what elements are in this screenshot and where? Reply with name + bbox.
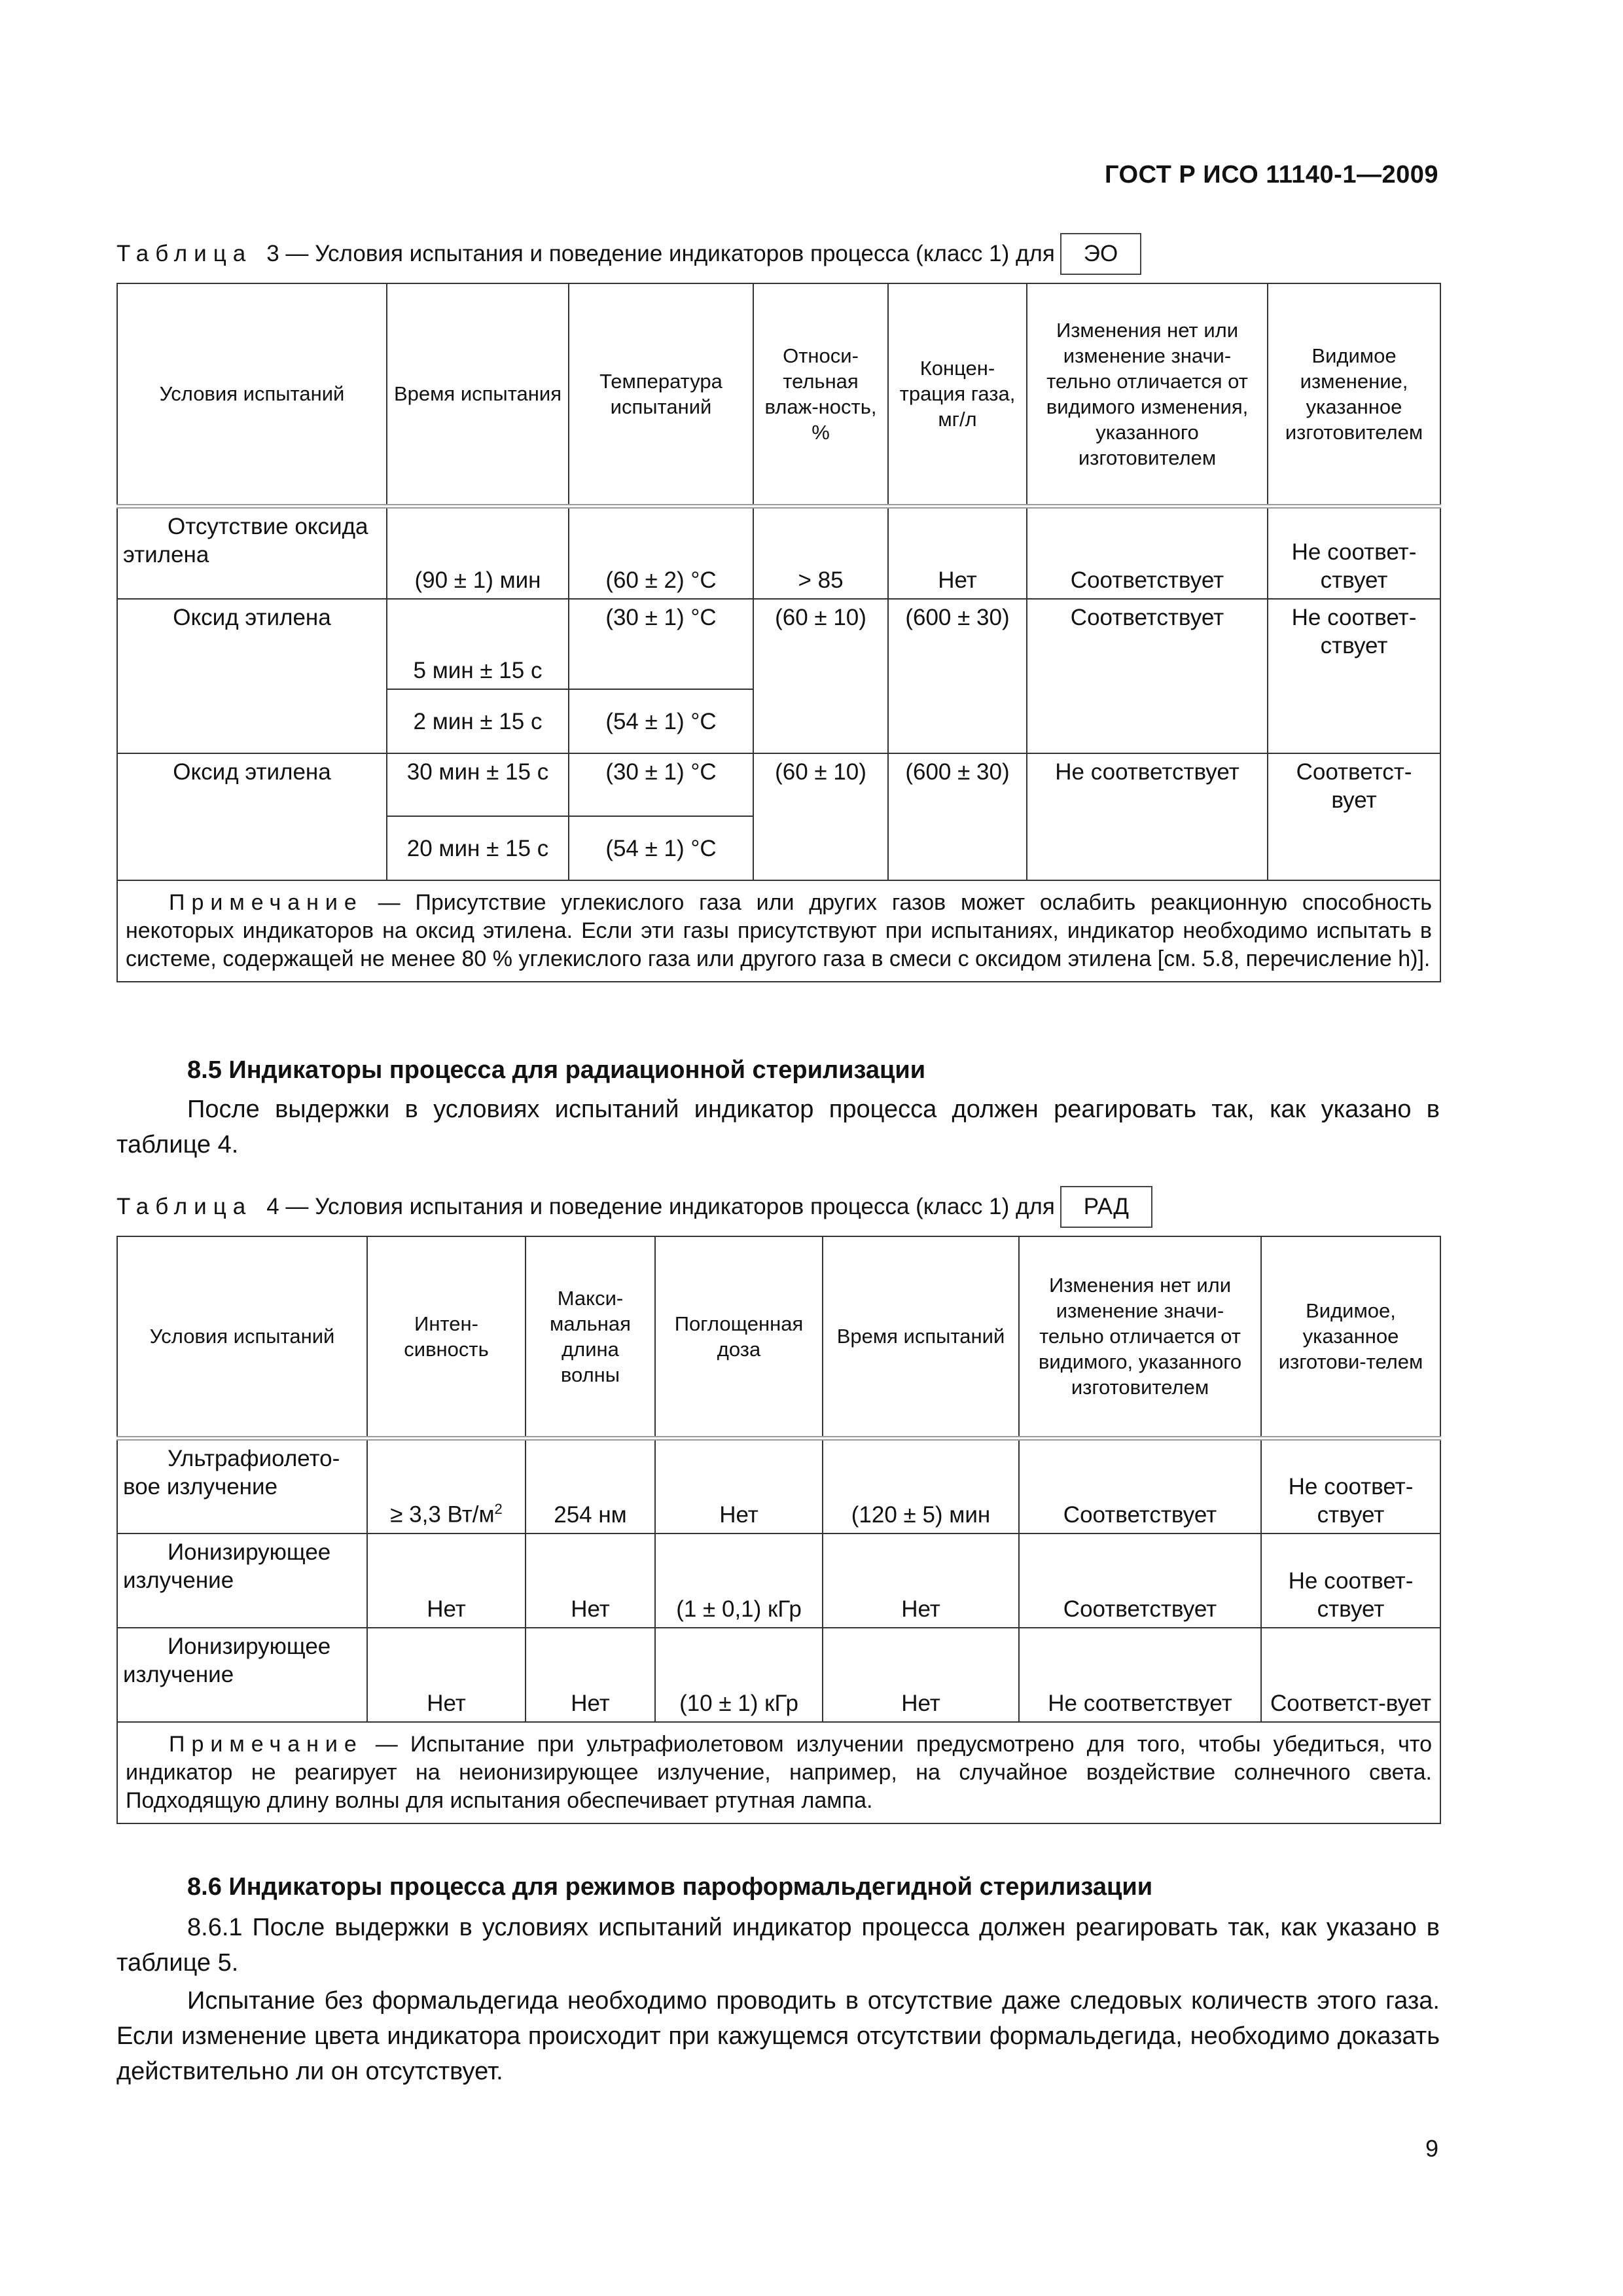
table-row <box>117 753 1440 816</box>
table3-r3-temp2: (54 ± 1) °C <box>569 816 753 880</box>
table3-header-visible-change: Видимое изменение, указанное изготовителем <box>1268 283 1440 506</box>
table4-r3-visible: Соответст-вует <box>1261 1628 1440 1722</box>
table3-r3-condition: Оксид этилена <box>117 753 387 880</box>
table4-r2-condition: Ионизирующее излучение <box>117 1534 367 1628</box>
table4 <box>116 1236 1441 1824</box>
table4-r2-no-change: Соответствует <box>1019 1534 1261 1628</box>
table3-header-no-change: Изменения нет или изменение значи-тельно отличается от видимого изменения, указанного изготовителем <box>1027 283 1268 506</box>
table4-header-visible: Видимое, указанное изготови-телем <box>1261 1236 1440 1438</box>
table3-header-temperature: Температура испытаний <box>569 283 753 506</box>
table4-r1-condition: Ультрафиолето- вое излучение <box>117 1438 367 1534</box>
table4-note-text: — Испытание при ультрафиолетовом излучении предусмотрено для того, чтобы убедиться, что индикатор не реагирует на неионизирующее излучение, например, на случайное воздействие солнечного света. Подходящую длину волны для испытания обеспечивает ртутная лампа. <box>126 1732 1432 1813</box>
section-8-6-heading: 8.6 Индикаторы процесса для режимов пароформальдегидной стерилизации <box>187 1873 1153 1901</box>
table3-r2-no-change: Соответствует <box>1027 599 1268 753</box>
table3-note-text: — Присутствие углекислого газа или других газов может ослабить реакционную способность некоторых индикаторов на оксид этилена. Если эти газы присутствуют при испытаниях, индикатор необходимо испытать в системе, содержащей не менее 80 % углекислого газа или другого газа в смеси с оксидом этилена [см. 5.8, перечисление h)]. <box>126 890 1432 971</box>
table3-r2-visible: Не соответ-ствует <box>1268 599 1440 753</box>
table3-r2-time1: 5 мин ± 15 с <box>387 599 569 689</box>
table4-r2-wavelength: Нет <box>526 1534 655 1628</box>
table4-note <box>117 1722 1440 1823</box>
table4-symbol-box: РАД <box>1060 1186 1152 1228</box>
table3-r1-concentration: Нет <box>888 506 1027 599</box>
table3 <box>116 283 1441 982</box>
table3-r3-humidity: (60 ± 10) <box>753 753 888 880</box>
table4-r1-wavelength: 254 нм <box>526 1438 655 1534</box>
table4-r2-time: Нет <box>823 1534 1019 1628</box>
table3-r2-concentration: (600 ± 30) <box>888 599 1027 753</box>
table-row <box>117 1628 1440 1722</box>
table3-header-conditions: Условия испытаний <box>117 283 387 506</box>
table3-r2-humidity: (60 ± 10) <box>753 599 888 753</box>
table3-r1-visible: Не соответ-ствует <box>1268 506 1440 599</box>
table-row <box>117 599 1440 689</box>
table4-r2-dose: (1 ± 0,1) кГр <box>655 1534 823 1628</box>
table4-r3-wavelength: Нет <box>526 1628 655 1722</box>
table3-header-humidity: Относи-тельная влаж-ность, % <box>753 283 888 506</box>
table4-header-dose: Поглощенная доза <box>655 1236 823 1438</box>
table4-caption <box>116 1186 1152 1228</box>
table3-r1-temp: (60 ± 2) °C <box>569 506 753 599</box>
table3-r2-temp1: (30 ± 1) °C <box>569 599 753 689</box>
table4-r2-intensity: Нет <box>367 1534 526 1628</box>
section-8-6-1-text: 8.6.1 После выдержки в условиях испытаний индикатор процесса должен реагировать так, как указано в таблице 5. <box>116 1914 1440 1977</box>
table4-r1-dose: Нет <box>655 1438 823 1534</box>
table4-r3-intensity: Нет <box>367 1628 526 1722</box>
table4-r3-condition: Ионизирующее излучение <box>117 1628 367 1722</box>
table4-r3-dose: (10 ± 1) кГр <box>655 1628 823 1722</box>
table4-header-wavelength: Макси-мальная длина волны <box>526 1236 655 1438</box>
table3-r3-time2: 20 мин ± 15 с <box>387 816 569 880</box>
table3-caption-text: 3 — Условия испытания и поведение индикаторов процесса (класс 1) для <box>266 241 1055 266</box>
table4-r1-visible: Не соответ-ствует <box>1261 1438 1440 1534</box>
table4-r1-intensity: ≥ 3,3 $Вт/м^2$ <box>367 1438 526 1534</box>
table4-header-no-change: Изменения нет или изменение значи-тельно отличается от видимого, указанного изготовителем <box>1019 1236 1261 1438</box>
table3-r1-condition: Отсутствие оксида этилена <box>117 506 387 599</box>
table-row <box>117 1438 1440 1534</box>
table3-r3-visible: Соответст-вует <box>1268 753 1440 880</box>
table3-r1-time: (90 ± 1) мин <box>387 506 569 599</box>
table3-r2-condition: Оксид этилена <box>117 599 387 753</box>
table4-header-time: Время испытаний <box>823 1236 1019 1438</box>
table3-r2-time2: 2 мин ± 15 с <box>387 689 569 753</box>
table3-note-row <box>117 880 1440 982</box>
section-8-5-text: После выдержки в условиях испытаний индикатор процесса должен реагировать так, как указано в таблице 4. <box>116 1096 1440 1158</box>
table4-r3-no-change: Не соответствует <box>1019 1628 1261 1722</box>
table3-r2-temp2: (54 ± 1) °C <box>569 689 753 753</box>
table4-caption-text: 4 — Условия испытания и поведение индикаторов процесса (класс 1) для <box>266 1194 1055 1219</box>
section-8-5-heading: 8.5 Индикаторы процесса для радиационной стерилизации <box>187 1056 926 1084</box>
table3-header-concentration: Концен-трация газа, мг/л <box>888 283 1027 506</box>
table3-note-label: Примечание <box>169 890 363 915</box>
table4-r1-no-change: Соответствует <box>1019 1438 1261 1534</box>
table3-r3-concentration: (600 ± 30) <box>888 753 1027 880</box>
table3-r1-no-change: Соответствует <box>1027 506 1268 599</box>
table4-header-intensity: Интен-сивность <box>367 1236 526 1438</box>
table4-caption-label: Таблица <box>116 1194 253 1219</box>
table3-symbol-box: ЭО <box>1060 233 1141 275</box>
standard-title: ГОСТ Р ИСО 11140-1—2009 <box>1105 161 1438 188</box>
table-row <box>117 506 1440 599</box>
table3-r3-no-change: Не соответствует <box>1027 753 1268 880</box>
table4-r1-time: (120 ± 5) мин <box>823 1438 1019 1534</box>
table-row <box>117 1534 1440 1628</box>
table4-header-conditions: Условия испытаний <box>117 1236 367 1438</box>
table3-caption <box>116 233 1141 275</box>
page-number: 9 <box>1425 2135 1438 2162</box>
table3-r3-time1: 30 мин ± 15 с <box>387 753 569 816</box>
table4-r2-visible: Не соответ-ствует <box>1261 1534 1440 1628</box>
table3-r1-humidity: > 85 <box>753 506 888 599</box>
table4-note-label: Примечание <box>169 1732 363 1757</box>
section-8-6-paragraph-2: Испытание без формальдегида необходимо проводить в отсутствие даже следовых количеств этого газа. Если изменение цвета индикатора происходит при кажущемся отсутствии формальдегида, необходимо доказать действительно ли он отсутствует. <box>116 1987 1440 2085</box>
table3-note <box>117 880 1440 982</box>
table4-r3-time: Нет <box>823 1628 1019 1722</box>
table3-header-time: Время испытания <box>387 283 569 506</box>
table3-r3-temp1: (30 ± 1) °C <box>569 753 753 816</box>
table4-note-row <box>117 1722 1440 1823</box>
table3-caption-label: Таблица <box>116 241 253 266</box>
